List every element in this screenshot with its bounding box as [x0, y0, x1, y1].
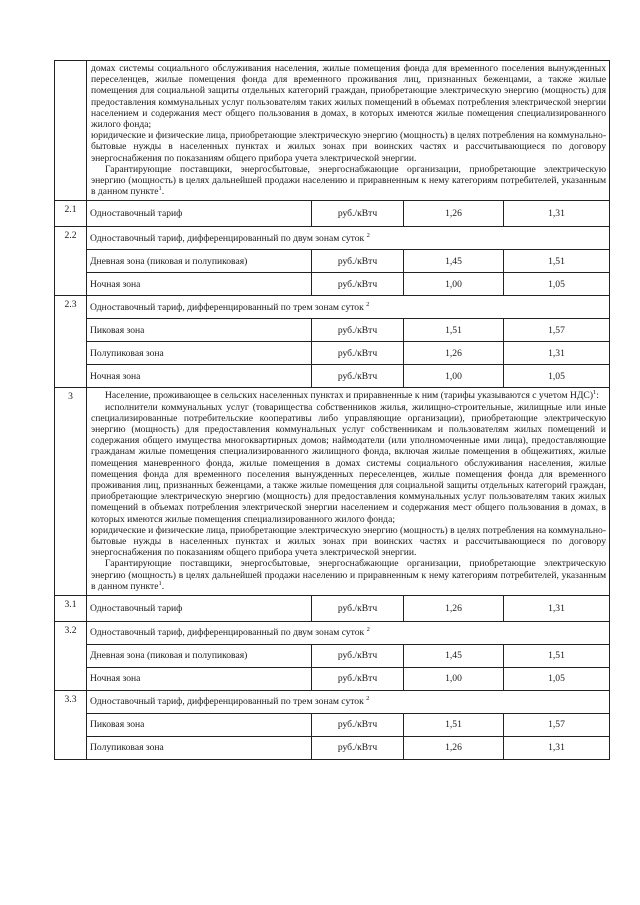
footnote-mark: 1 [593, 389, 597, 397]
tariff-row [55, 201, 610, 227]
description-paragraph: Гарантирующие поставщики, энергосбытовые, энергоснабжающие организации, приобретающие электрическую энергию (мощность) в целях дальнейшей продажи населению и приравненным к нему категориям потребителей, указанным в данном пункте$^1$. [91, 558, 607, 592]
tariff-row [55, 645, 610, 668]
tariff-unit: руб./кВтч [312, 201, 404, 227]
tariff-row [55, 273, 610, 296]
section2-description-row [55, 61, 610, 201]
footnote-mark: 2 [366, 231, 370, 239]
footnote-mark: 2 [366, 626, 370, 634]
tariff-label: Ночная зона [87, 273, 312, 296]
tariff-value-second-half: 1,51 [504, 250, 610, 273]
section-number-cell [55, 61, 87, 201]
tariff-label: Одноставочный тариф [87, 596, 312, 622]
tariff-value-first-half: 1,00 [404, 365, 504, 388]
footnote-mark: 1 [158, 185, 162, 193]
tariff-row [55, 714, 610, 737]
tariff-label: Полупиковая зона [87, 342, 312, 365]
tariff-label: Дневная зона (пиковая и полупиковая) [87, 645, 312, 668]
tariff-row [55, 365, 610, 388]
tariff-unit: руб./кВтч [312, 342, 404, 365]
footnote-mark: 2 [366, 300, 370, 308]
tariff-value-second-half: 1,31 [504, 737, 610, 760]
tariff-label: Одноставочный тариф [87, 201, 312, 227]
description-paragraph: Гарантирующие поставщики, энергосбытовые, энергоснабжающие организации, приобретающие электрическую энергию (мощность) в целях дальнейшей продажи населению и приравненным к нему категориям потребителей, указанным в данном пункте$^1$. [91, 163, 607, 198]
description-paragraph: юридические и физические лица, приобретающие электрическую энергию (мощность) в целях потребления на коммунально-бытовые нужды в населенных пунктах и жилых зонах при воинских частях и рассчитывающиеся по договору энергоснабжения по показаниям общего прибора учета электрической энергии. [91, 524, 607, 559]
tariff-row [55, 691, 610, 714]
tariff-value-second-half: 1,05 [504, 273, 610, 296]
tariff-label: Одноставочный тариф, дифференцированный по двум зонам суток $^2$ [87, 227, 610, 250]
tariff-value-first-half: 1,26 [404, 342, 504, 365]
tariff-value-second-half: 1,57 [504, 319, 610, 342]
tariff-value-first-half: 1,26 [404, 737, 504, 760]
tariff-label: Одноставочный тариф, дифференцированный по двум зонам суток $^2$ [87, 622, 610, 645]
tariff-unit: руб./кВтч [312, 319, 404, 342]
tariff-value-first-half: 1,00 [404, 668, 504, 691]
tariff-row [55, 296, 610, 319]
tariff-value-second-half: 1,51 [504, 645, 610, 668]
tariff-value-first-half: 1,45 [404, 250, 504, 273]
section3-tariff-rows [55, 596, 610, 760]
tariff-row [55, 250, 610, 273]
tariff-row [55, 668, 610, 691]
footnote-mark: 1 [158, 579, 162, 587]
tariff-label: Дневная зона (пиковая и полупиковая) [87, 250, 312, 273]
section2-tariff-rows [55, 201, 610, 388]
tariff-unit: руб./кВтч [312, 645, 404, 668]
row-number: 2.2 [55, 227, 87, 296]
tariff-value-second-half: 1,31 [504, 596, 610, 622]
tariff-unit: руб./кВтч [312, 250, 404, 273]
tariff-unit: руб./кВтч [312, 714, 404, 737]
description-paragraph: домах системы социального обслуживания населения, жилые помещения фонда для временного поселения вынужденных переселенцев, жилые помещения фонда для временного проживания лиц, признанных беженцами, а также жилые помещения для социальной защиты отдельных категорий граждан, приобретающие электрическую энергию (мощность) для предоставления коммунальных услуг пользователям таких жилых помещений в объемах потребления электрической энергии населением и содержания мест общего пользования в домах, в которых имеются жилые помещения специализированного жилого фонда; [91, 63, 607, 131]
row-number: 3.3 [55, 691, 87, 760]
description-paragraph: юридические и физические лица, приобретающие электрическую энергию (мощность) в целях потребления на коммунально-бытовые нужды в населенных пунктах и жилых зонах при воинских частях и рассчитывающиеся по договору энергоснабжения по показаниям общего прибора учета электрической энергии. [91, 130, 607, 164]
row-number: 3.2 [55, 622, 87, 691]
section3-description-row [55, 388, 610, 596]
row-number: 2.3 [55, 296, 87, 388]
tariff-label: Одноставочный тариф, дифференцированный по трем зонам суток $^2$ [87, 296, 610, 319]
tariff-row [55, 342, 610, 365]
section3-description [87, 388, 610, 596]
tariff-row [55, 737, 610, 760]
tariff-label: Ночная зона [87, 365, 312, 388]
tariff-label: Одноставочный тариф, дифференцированный по трем зонам суток $^2$ [87, 691, 610, 714]
tariff-unit: руб./кВтч [312, 737, 404, 760]
tariff-value-first-half: 1,26 [404, 596, 504, 622]
description-paragraph: исполнители коммунальных услуг (товарищества собственников жилья, жилищно-строительные, жилищные или иные специализированные потребительские кооперативы либо управляющие организации), приобретающие электрическую энергию (мощность) для предоставления коммунальных услуг собственникам и пользователям жилых помещений и содержания общего имущества многоквартирных домов; наймодатели (или уполномоченные ими лица), предоставляющие гражданам жилые помещения специализированного жилищного фонда, включая жилые помещения в общежитиях, жилые помещения маневренного фонда, жилые помещения в домах системы социального обслуживания населения, жилые помещения фонда для временного поселения вынужденных переселенцев, жилые помещения фонда для временного проживания лиц, признанных беженцами, а также жилые помещения для социальной защиты отдельных категорий граждан, приобретающие электрическую энергию (мощность) для предоставления коммунальных услуг пользователям таких жилых помещений в объемах потребления электрической энергии населением и содержания мест общего пользования в домах, в которых имеются жилые помещения специализированного жилого фонда; [91, 401, 607, 525]
tariff-value-second-half: 1,57 [504, 714, 610, 737]
tariff-value-first-half: 1,51 [404, 714, 504, 737]
tariff-value-second-half: 1,31 [504, 201, 610, 227]
tariff-row [55, 596, 610, 622]
tariff-unit: руб./кВтч [312, 273, 404, 296]
tariff-row [55, 622, 610, 645]
tariff-value-first-half: 1,51 [404, 319, 504, 342]
section-number: 3 [55, 388, 87, 596]
tariff-label: Полупиковая зона [87, 737, 312, 760]
tariff-value-second-half: 1,31 [504, 342, 610, 365]
tariff-label: Ночная зона [87, 668, 312, 691]
row-number: 3.1 [55, 596, 87, 622]
tariff-value-first-half: 1,45 [404, 645, 504, 668]
tariff-unit: руб./кВтч [312, 365, 404, 388]
section2-description [87, 61, 610, 201]
tariff-unit: руб./кВтч [312, 596, 404, 622]
tariff-label: Пиковая зона [87, 714, 312, 737]
tariff-table [54, 60, 610, 760]
tariff-row [55, 227, 610, 250]
row-number: 2.1 [55, 201, 87, 227]
footnote-mark: 2 [366, 695, 370, 703]
tariff-value-first-half: 1,26 [404, 201, 504, 227]
tariff-row [55, 319, 610, 342]
tariff-label: Пиковая зона [87, 319, 312, 342]
section3-title: Население, проживающее в сельских населенных пунктах и приравненные к ним (тарифы указываются с учетом НДС)$^1$: [105, 389, 599, 402]
tariff-value-first-half: 1,00 [404, 273, 504, 296]
tariff-document-page [54, 60, 609, 760]
tariff-value-second-half: 1,05 [504, 365, 610, 388]
tariff-unit: руб./кВтч [312, 668, 404, 691]
tariff-value-second-half: 1,05 [504, 668, 610, 691]
